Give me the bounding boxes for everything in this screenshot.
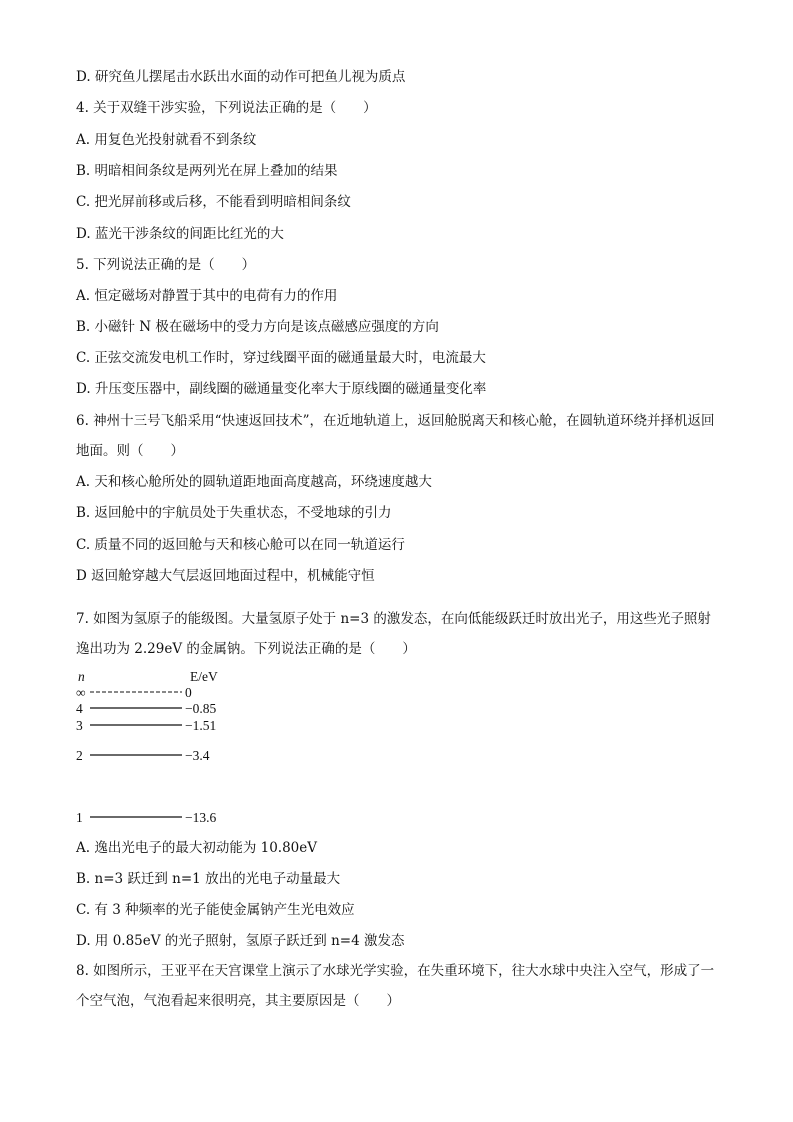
option-7a: A. 逸出光电子的最大初动能为 10.80eV	[76, 840, 318, 856]
level-n-2: 2	[76, 748, 83, 763]
level-n-4: 4	[76, 701, 83, 716]
option-4d: D. 蓝光干涉条纹的间距比红光的大	[76, 226, 284, 242]
level-n-inf: ∞	[76, 685, 86, 700]
question-7: 7. 如图为氢原子的能级图。大量氢原子处于 n=3 的激发态，在向低能级跃迁时放出光子，用这些光子照射逸出功为 2.29eV 的金属钠。下列说法正确的是（ ）	[76, 611, 711, 657]
level-e-inf: 0	[185, 685, 192, 700]
option-4b: B. 明暗相间条纹是两列光在屏上叠加的结果	[76, 163, 338, 179]
option-5c: C. 正弦交流发电机工作时，穿过线圈平面的磁通量最大时，电流最大	[76, 350, 486, 366]
option-6c: C. 质量不同的返回舱与天和核心舱可以在同一轨道运行	[76, 537, 405, 553]
option-3d: D. 研究鱼儿摆尾击水跃出水面的动作可把鱼儿视为质点	[76, 69, 406, 85]
question-6: 6. 神州十三号飞船采用“快速返回技术”，在近地轨道上，返回舱脱离天和核心舱，在圆轨道环绕并择机返回地面。则（ ）	[76, 413, 715, 459]
option-6b: B. 返回舱中的宇航员处于失重状态，不受地球的引力	[76, 505, 392, 521]
question-4: 4. 关于双缝干涉实验，下列说法正确的是（ ）	[76, 100, 377, 116]
option-4c: C. 把光屏前移或后移，不能看到明暗相间条纹	[76, 194, 351, 210]
energy-axis-label: E/eV	[190, 669, 218, 684]
option-7c: C. 有 3 种频率的光子能使金属钠产生光电效应	[76, 902, 355, 918]
question-5: 5. 下列说法正确的是（ ）	[76, 257, 256, 273]
option-5b: B. 小磁针 N 极在磁场中的受力方向是该点磁感应强度的方向	[76, 319, 439, 335]
option-5a: A. 恒定磁场对静置于其中的电荷有力的作用	[76, 288, 338, 304]
energy-level-diagram	[72, 666, 272, 836]
option-6d: D 返回舱穿越大气层返回地面过程中，机械能守恒	[76, 568, 375, 584]
level-e-2: −3.4	[185, 748, 210, 763]
level-n-3: 3	[76, 718, 83, 733]
n-axis-label: n	[78, 669, 85, 684]
question-8: 8. 如图所示，王亚平在天宫课堂上演示了水球光学实验，在失重环境下，往大水球中央注入空气，形成了一个空气泡，气泡看起来很明亮，其主要原因是（ ）	[76, 963, 715, 1009]
option-5d: D. 升压变压器中，副线圈的磁通量变化率大于原线圈的磁通量变化率	[76, 381, 487, 397]
level-e-1: −13.6	[185, 810, 217, 825]
level-n-1: 1	[76, 810, 83, 825]
level-e-3: −1.51	[185, 718, 217, 733]
level-e-4: −0.85	[185, 701, 217, 716]
option-7d: D. 用 0.85eV 的光子照射，氢原子跃迁到 n=4 激发态	[76, 933, 405, 949]
option-6a: A. 天和核心舱所处的圆轨道距地面高度越高，环绕速度越大	[76, 474, 432, 490]
option-4a: A. 用复色光投射就看不到条纹	[76, 132, 257, 148]
option-7b: B. n=3 跃迁到 n=1 放出的光电子动量最大	[76, 871, 341, 887]
